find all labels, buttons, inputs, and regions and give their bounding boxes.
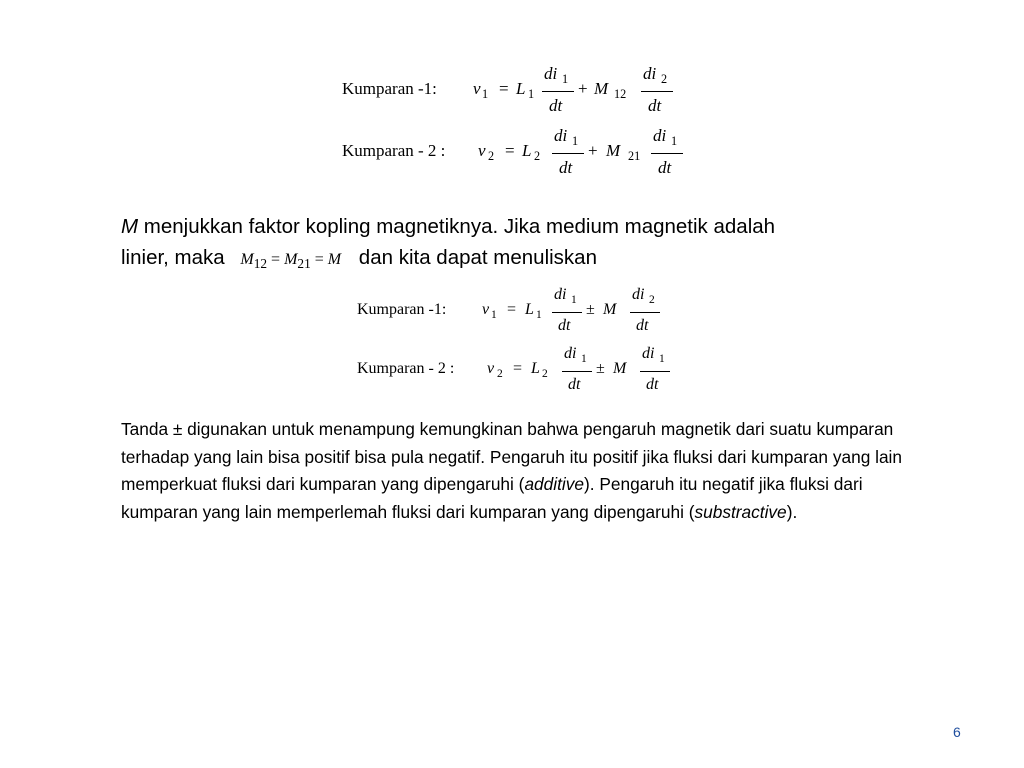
paragraph-coupling-factor: [121, 211, 901, 279]
equation-label: Kumparan -1:: [357, 301, 447, 318]
fraction-numerator: di: [554, 126, 568, 145]
operator-sign: ±: [586, 301, 595, 318]
fraction-bar: [552, 153, 584, 154]
fraction-numerator: di: [643, 64, 657, 83]
mutual-inductance-symbol: M: [606, 141, 621, 160]
page-number: 6: [953, 724, 961, 740]
voltage-symbol: v: [478, 141, 486, 160]
inductance-symbol: L: [516, 79, 526, 98]
mutual-inductance-subscript: 21: [628, 149, 641, 163]
equals-sign: =: [513, 360, 523, 377]
equals-sign: =: [507, 301, 517, 318]
fraction-numerator-subscript: 2: [649, 294, 655, 306]
fraction-numerator-subscript: 1: [671, 134, 678, 148]
equation-coil-2-top: [342, 124, 702, 179]
fraction-bar: [630, 312, 660, 313]
equation-coil-1-top: [342, 64, 702, 119]
substractive-term: substractive: [694, 501, 787, 522]
additive-term: additive: [524, 474, 585, 494]
voltage-subscript: 1: [482, 87, 489, 101]
fraction-bar: [651, 153, 683, 154]
fraction-denominator: dt: [549, 96, 563, 115]
fraction-numerator: di: [554, 286, 567, 303]
inductance-subscript: 1: [536, 309, 542, 321]
fraction-bar: [562, 371, 592, 372]
fraction-numerator: di: [564, 345, 577, 362]
inductance-subscript: 1: [528, 87, 535, 101]
mutual-inductance-symbol: M: [603, 301, 617, 318]
voltage-symbol: v: [482, 301, 490, 318]
paragraph-text: menjukkan faktor kopling magnetiknya. Jika medium magnetik adalah: [138, 215, 776, 238]
equation-coil-2-bottom: [357, 343, 677, 398]
equals-sign: =: [499, 79, 509, 98]
fraction-numerator-subscript: 1: [659, 353, 665, 365]
fraction-denominator: dt: [568, 376, 581, 393]
fraction-denominator: dt: [636, 317, 649, 334]
paragraph-text: ).: [786, 501, 798, 522]
voltage-subscript: 2: [488, 149, 495, 163]
fraction-numerator: di: [653, 126, 667, 145]
operator-sign: ±: [596, 360, 605, 377]
fraction-numerator-subscript: 2: [661, 72, 668, 86]
equation-label: Kumparan - 2 :: [342, 141, 446, 160]
mutual-inductance-symbol: M: [613, 360, 627, 377]
paragraph-text: ). Pengaruh itu negatif jika fluksi dari kumparan yang lain memperlemah fluksi dari kumparan yang dipengaruhi (: [121, 474, 863, 522]
mutual-inductance-subscript: 12: [614, 87, 627, 101]
inline-equation-mutual-inductance: $M_{12} = M_{21} = M$: [240, 251, 342, 272]
voltage-subscript: 1: [491, 309, 497, 321]
equation-label: Kumparan - 2 :: [357, 360, 455, 377]
fraction-denominator: dt: [658, 158, 672, 177]
inductance-symbol: L: [531, 360, 540, 377]
fraction-denominator: dt: [646, 376, 659, 393]
inductance-symbol: L: [525, 301, 534, 318]
paragraph-sign-explanation: [121, 416, 941, 526]
inductance-symbol: L: [522, 141, 532, 160]
fraction-numerator-subscript: 1: [572, 134, 579, 148]
fraction-bar: [641, 91, 673, 92]
fraction-bar: [552, 312, 582, 313]
inductance-subscript: 2: [534, 149, 541, 163]
fraction-numerator: di: [632, 286, 645, 303]
fraction-numerator: di: [642, 345, 655, 362]
fraction-denominator: dt: [559, 158, 573, 177]
operator-sign: +: [578, 79, 588, 98]
equation-label: Kumparan -1:: [342, 79, 437, 98]
fraction-bar: [640, 371, 670, 372]
fraction-bar: [542, 91, 574, 92]
equation-coil-1-bottom: [357, 284, 677, 339]
m-symbol: M: [121, 215, 139, 238]
fraction-denominator: dt: [648, 96, 662, 115]
fraction-numerator: di: [544, 64, 558, 83]
fraction-denominator: dt: [558, 317, 571, 334]
inductance-subscript: 2: [542, 368, 548, 380]
voltage-subscript: 2: [497, 368, 503, 380]
paragraph-text: dan kita dapat menuliskan: [358, 246, 597, 269]
fraction-numerator-subscript: 1: [571, 294, 577, 306]
paragraph-text: Tanda ± digunakan untuk menampung kemungkinan bahwa pengaruh magnetik dari suatu kumparan terhadap yang lain bisa positif bisa pula negatif. Pengaruh itu positif jika fluksi dari kumparan yang lain memperkuat fluksi dari kumparan yang dipengaruhi (: [121, 419, 903, 494]
fraction-numerator-subscript: 1: [581, 353, 587, 365]
mutual-inductance-symbol: M: [594, 79, 609, 98]
paragraph-text: linier, maka: [121, 246, 225, 269]
fraction-numerator-subscript: 1: [562, 72, 569, 86]
voltage-symbol: v: [473, 79, 481, 98]
voltage-symbol: v: [487, 360, 495, 377]
equals-sign: =: [505, 141, 515, 160]
operator-sign: +: [588, 141, 598, 160]
